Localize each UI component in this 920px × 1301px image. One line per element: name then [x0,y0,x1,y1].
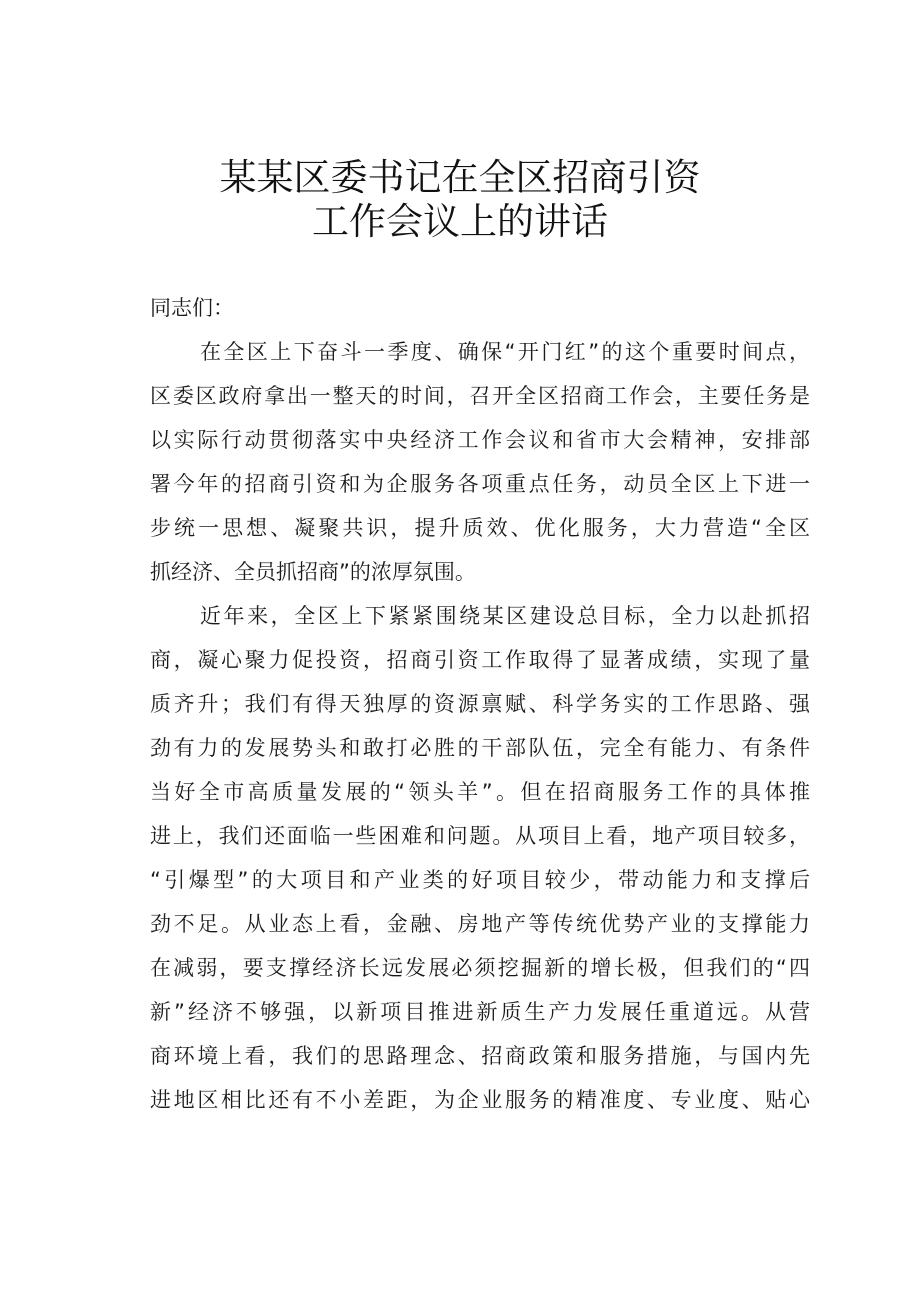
paragraph-line: 劲不足。从业态上看，金融、房地产等传统优势产业的支撑能力 [150,912,810,936]
paragraph-line: “引爆型”的大项目和产业类的好项目较少，带动能力和支撑后 [150,868,810,892]
paragraph-line: 以实际行动贯彻落实中央经济工作会议和省市大会精神，安排部 [150,428,810,452]
document-title-line-1: 某某区委书记在全区招商引资 [219,156,701,199]
paragraph-line: 新”经济不够强，以新项目推进新质生产力发展任重道远。从营 [150,1000,810,1024]
paragraph-line: 进上，我们还面临一些困难和问题。从项目上看，地产项目较多， [150,824,810,848]
paragraph-line: 劲有力的发展势头和敢打必胜的干部队伍，完全有能力、有条件 [150,736,810,760]
paragraph-line: 近年来，全区上下紧紧围绕某区建设总目标，全力以赴抓招 [200,604,810,628]
greeting: 同志们： [150,296,234,320]
paragraph-line: 当好全市高质量发展的“领头羊”。但在招商服务工作的具体推 [150,780,810,804]
paragraph-line: 在全区上下奋斗一季度、确保“开门红”的这个重要时间点， [200,340,810,364]
paragraph-line: 抓经济、全员抓招商”的浓厚氛围。 [150,560,476,584]
paragraph-line: 在减弱，要支撑经济长远发展必须挖掘新的增长极，但我们的“四 [150,956,810,980]
paragraph-line: 商环境上看，我们的思路理念、招商政策和服务措施，与国内先 [150,1044,810,1068]
paragraph-line: 区委区政府拿出一整天的时间，召开全区招商工作会，主要任务是 [150,384,810,408]
paragraph-line: 署今年的招商引资和为企服务各项重点任务，动员全区上下进一 [150,472,810,496]
document-title-line-2: 工作会议上的讲话 [312,200,608,243]
paragraph-line: 质齐升；我们有得天独厚的资源禀赋、科学务实的工作思路、强 [150,692,810,716]
paragraph-line: 步统一思想、凝聚共识，提升质效、优化服务，大力营造“全区 [150,516,810,540]
paragraph-line: 进地区相比还有不小差距，为企业服务的精准度、专业度、贴心 [150,1088,810,1112]
paragraph-line: 商，凝心聚力促投资，招商引资工作取得了显著成绩，实现了量 [150,648,810,672]
